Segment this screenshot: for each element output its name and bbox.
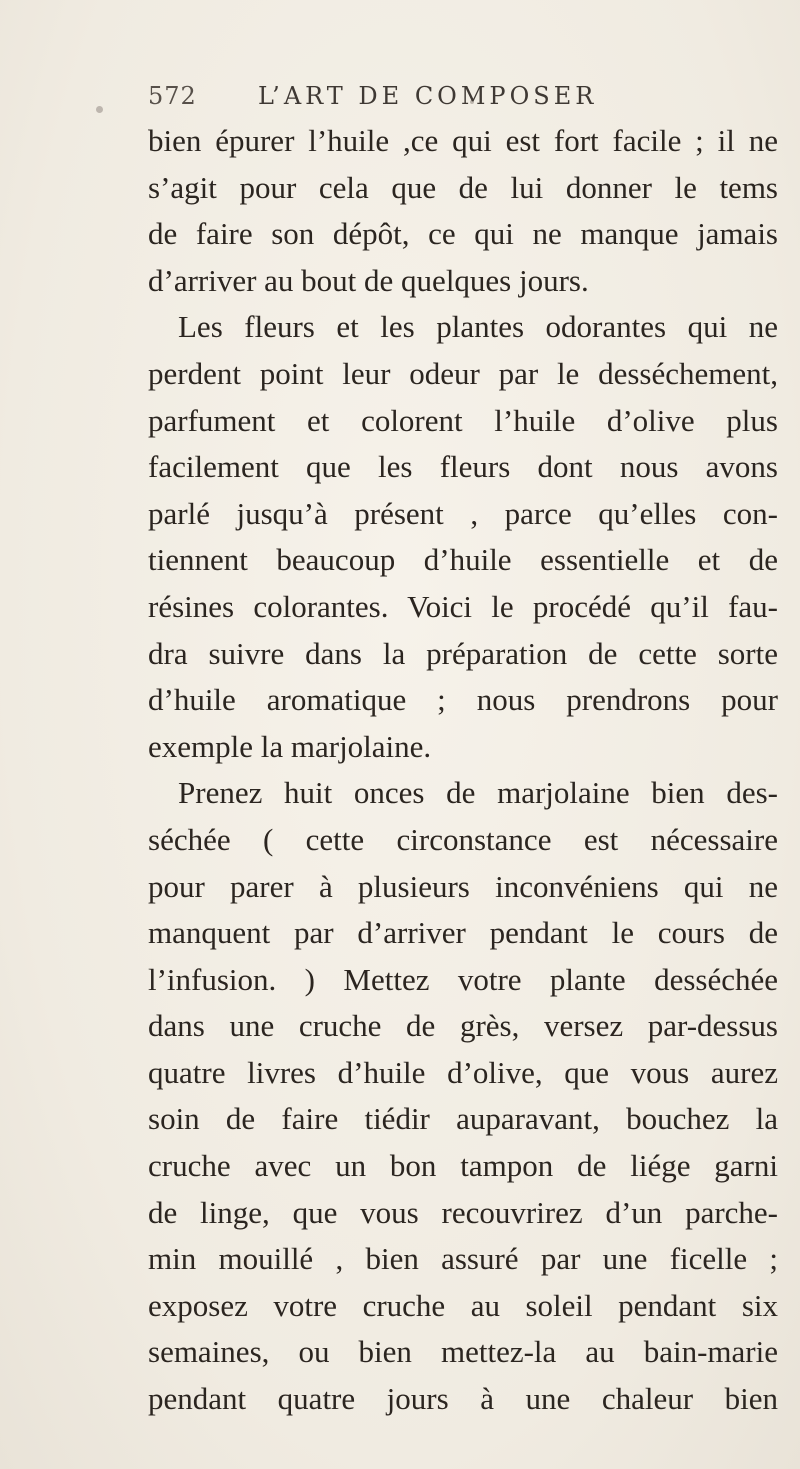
- text-line: facilement que les fleurs dont nous avons: [148, 449, 778, 485]
- text-line: dra suivre dans la préparation de cette sorte: [148, 635, 778, 671]
- body-text: [148, 118, 778, 1423]
- text-line: manquent par d’arriver pendant le cours de: [148, 915, 778, 951]
- text-line: exposez votre cruche au soleil pendant six: [148, 1287, 778, 1323]
- text-line: pour parer à plusieurs inconvéniens qui ne: [148, 868, 778, 904]
- text-line: bien épurer l’huile ,ce qui est fort facile ; il ne: [148, 123, 778, 158]
- text-line: exemple la marjolaine.: [148, 728, 432, 764]
- text-line: Prenez huit onces de marjolaine bien des-: [178, 775, 778, 811]
- text-line: de faire son dépôt, ce qui ne manque jamais: [148, 216, 778, 252]
- text-line: de linge, que vous recouvrirez d’un parche-: [148, 1194, 778, 1230]
- text-line: soin de faire tiédir auparavant, bouchez la: [148, 1101, 778, 1137]
- text-line: semaines, ou bien mettez-la au bain-marie: [148, 1334, 778, 1370]
- text-line: l’infusion. ) Mettez votre plante desséchée: [148, 961, 778, 997]
- text-line: séchée ( cette circonstance est nécessaire: [148, 821, 778, 857]
- text-line: d’huile aromatique ; nous prendrons pour: [148, 682, 778, 718]
- text-line: résines colorantes. Voici le procédé qu’il fau-: [148, 588, 778, 624]
- text-line: min mouillé , bien assuré par une ficelle ;: [148, 1241, 778, 1277]
- text-line: parlé jusqu’à présent , parce qu’elles con-: [148, 495, 778, 531]
- text-line: dans une cruche de grès, versez par-dessus: [148, 1008, 778, 1044]
- text-line: d’arriver au bout de quelques jours.: [148, 262, 589, 298]
- page-header: [148, 82, 708, 122]
- text-line: Les fleurs et les plantes odorantes qui ne: [178, 309, 778, 345]
- text-line: pendant quatre jours à une chaleur bien: [148, 1381, 778, 1417]
- text-line: s’agit pour cela que de lui donner le tems: [148, 169, 778, 205]
- ink-speck: [96, 106, 103, 113]
- running-title: L’ART DE COMPOSER: [258, 82, 598, 110]
- text-line: parfument et colorent l’huile d’olive plus: [148, 402, 778, 438]
- text-line: perdent point leur odeur par le desséchement,: [148, 355, 778, 391]
- page-number: 572: [148, 82, 197, 110]
- text-line: quatre livres d’huile d’olive, que vous aurez: [148, 1054, 778, 1090]
- text-line: tiennent beaucoup d’huile essentielle et de: [148, 542, 778, 578]
- text-line: cruche avec un bon tampon de liége garni: [148, 1148, 778, 1184]
